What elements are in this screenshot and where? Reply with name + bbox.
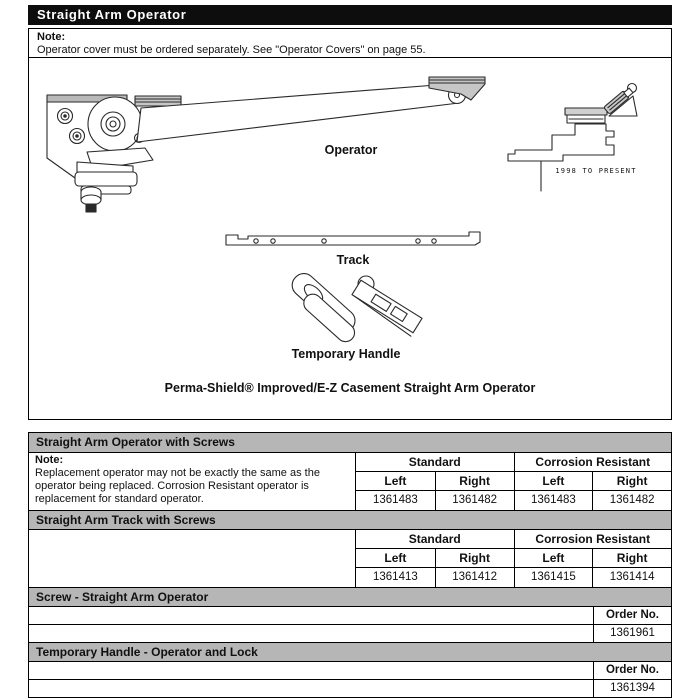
track-empty-cell — [29, 530, 356, 587]
col-header: Right — [592, 549, 671, 568]
col-header: Left — [514, 549, 593, 568]
part-number: 1361415 — [514, 568, 593, 587]
col-header: Left — [514, 472, 593, 491]
col-group-standard: Standard — [356, 453, 514, 472]
note-label: Note: — [37, 31, 66, 43]
era-label: 1998 TO PRESENT — [555, 167, 637, 175]
part-number: 1361482 — [592, 491, 671, 510]
operator-part-grid — [356, 453, 671, 510]
col-header: Right — [592, 472, 671, 491]
operator-body-row — [29, 452, 671, 510]
part-number: 1361412 — [435, 568, 514, 587]
operator-stud-tip — [86, 204, 96, 212]
frame-profile — [508, 124, 614, 161]
part-number: 1361482 — [435, 491, 514, 510]
col-group-standard: Standard — [356, 530, 514, 549]
col-group-corrosion: Corrosion Resistant — [514, 530, 672, 549]
spacer-cell — [29, 662, 594, 679]
operator-arm — [137, 84, 465, 142]
operator-note-text: Replacement operator may not be exactly the same as the operator being replaced. Corrosion Resistant operator is replacement for standard operator. — [35, 467, 320, 505]
section-header-operator: Straight Arm Operator with Screws — [29, 433, 671, 452]
part-number: 1361414 — [592, 568, 671, 587]
section-header-track: Straight Arm Track with Screws — [29, 510, 671, 529]
operator-hub — [88, 97, 142, 151]
spacer-cell — [29, 625, 594, 642]
spacer-cell — [29, 680, 594, 697]
section-header-screw: Screw - Straight Arm Operator — [29, 587, 671, 606]
order-number: 1361394 — [610, 682, 655, 694]
col-header: Left — [356, 549, 435, 568]
spacer-cell — [29, 607, 594, 624]
operator-note-label: Note: — [35, 454, 64, 466]
track-label: Track — [336, 253, 370, 267]
handle-order-label-row — [29, 661, 671, 679]
col-group-corrosion: Corrosion Resistant — [514, 453, 672, 472]
track-part-grid — [356, 530, 671, 587]
parts-order-table — [28, 432, 672, 698]
temporary-handle-label: Temporary Handle — [291, 347, 401, 361]
diagram-panel — [28, 58, 672, 420]
track-body-row — [29, 529, 671, 587]
operator-gear-housing — [75, 172, 137, 186]
screw-order-label-row — [29, 606, 671, 624]
parts-line-drawing — [29, 58, 671, 418]
temporary-handle-drawing — [288, 269, 422, 345]
operator-top-bracket — [135, 96, 181, 106]
col-header: Left — [356, 472, 435, 491]
section-header-temp-handle: Temporary Handle - Operator and Lock — [29, 642, 671, 661]
col-header: Right — [435, 472, 514, 491]
order-no-label: Order No. — [605, 609, 660, 621]
col-header: Right — [435, 549, 514, 568]
order-no-label: Order No. — [605, 664, 660, 676]
order-number: 1361961 — [610, 627, 655, 639]
operator-note-cell — [29, 453, 356, 510]
screw-order-value-row — [29, 624, 671, 642]
part-number: 1361483 — [514, 491, 593, 510]
page-title: Straight Arm Operator — [28, 5, 672, 25]
operator-label: Operator — [324, 143, 378, 157]
track-bar — [226, 232, 480, 245]
part-number: 1361413 — [372, 571, 418, 583]
top-note-box — [28, 28, 672, 58]
part-number: 1361483 — [372, 494, 418, 506]
note-text: Operator cover must be ordered separately. See "Operator Covers" on page 55. — [37, 44, 426, 56]
handle-order-value-row — [29, 679, 671, 697]
diagram-caption: Perma-Shield® Improved/E-Z Casement Straight Arm Operator — [164, 381, 536, 395]
